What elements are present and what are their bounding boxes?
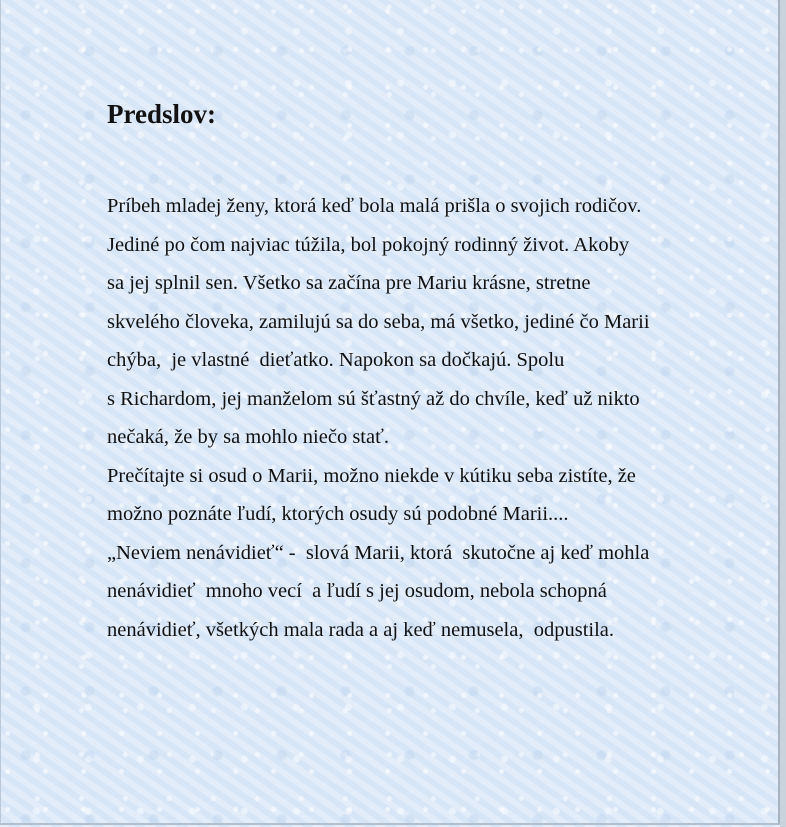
text-line: Jediné po čom najviac túžila, bol pokojný rodinný život. Akoby: [107, 233, 630, 256]
text-line: Prečítajte si osud o Marii, možno niekde v kútiku seba zistíte, že: [107, 464, 636, 487]
text-line: „Neviem nenávidieť“ - slová Marii, ktorá skutočne aj keď mohla: [107, 541, 650, 564]
text-line: možno poznáte ľudí, ktorých osudy sú podobné Marii....: [107, 503, 569, 525]
text-line: nenávidieť, všetkých mala rada a aj keď nemusela, odpustila.: [107, 618, 615, 641]
page-title: Predslov:: [107, 99, 216, 129]
text-line: Príbeh mladej ženy, ktorá keď bola malá prišla o svojich rodičov.: [107, 195, 642, 217]
window-edge: [780, 0, 786, 827]
preface-text: [107, 187, 717, 649]
text-line: chýba, je vlastné dieťatko. Napokon sa dočkajú. Spolu: [107, 349, 565, 371]
text-line: nečaká, že by sa mohlo niečo stať.: [107, 426, 389, 448]
text-line: nenávidieť mnoho vecí a ľudí s jej osudom, nebola schopná: [107, 580, 607, 602]
text-line: skvelého človeka, zamilujú sa do seba, má všetko, jediné čo Marii: [107, 310, 650, 333]
text-line: sa jej splnil sen. Všetko sa začína pre Mariu krásne, stretne: [107, 272, 591, 294]
text-line: s Richardom, jej manželom sú šťastný až do chvíle, keď už nikto: [107, 387, 640, 410]
document-content: [107, 96, 717, 649]
